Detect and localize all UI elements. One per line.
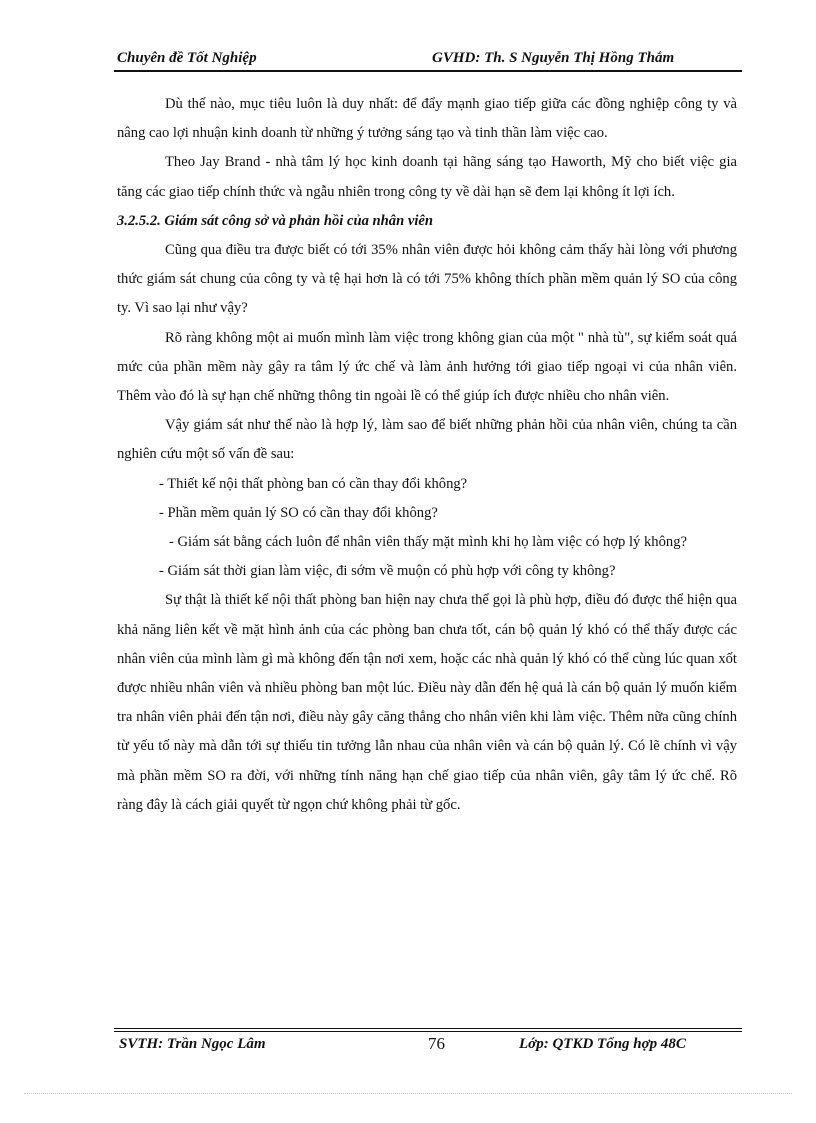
bullet-item: - Thiết kế nội thất phòng ban có cần thay đổi không?: [159, 475, 468, 492]
page-header: [114, 48, 742, 70]
header-advisor: GVHD: Th. S Nguyễn Thị Hồng Thắm: [432, 50, 675, 66]
header-rule: [114, 70, 742, 72]
paragraph-3: Cũng qua điều tra được biết có tới 35% nhân viên được hỏi không cảm thấy hài lòng với phương thức giám sát chung của công ty và tệ hại hơn là có tới 75% không thích phần mềm quản lý SO của công ty. Vì sao lại như vậy?: [117, 242, 737, 317]
footer-student: SVTH: Trần Ngọc Lâm: [119, 1036, 266, 1052]
page-footer: [114, 1034, 742, 1056]
footer-rule-top: [114, 1028, 742, 1029]
footer-class: Lớp: QTKD Tổng hợp 48C: [519, 1036, 686, 1052]
footer-rule-bottom: [114, 1031, 742, 1032]
page-number: 76: [428, 1034, 445, 1053]
bullet-item: - Giám sát thời gian làm việc, đi sớm về muộn có phù hợp với công ty không?: [159, 563, 616, 580]
paragraph-1: Dù thế nào, mục tiêu luôn là duy nhất: để đẩy mạnh giao tiếp giữa các đồng nghiệp công ty và nâng cao lợi nhuận kinh doanh từ những ý tưởng sáng tạo và tinh thần làm việc cao.: [117, 96, 737, 142]
page-edge-dotted-line: [24, 1093, 792, 1094]
paragraph-4: Rõ ràng không một ai muốn mình làm việc trong không gian của một " nhà tù", sự kiểm soát quá mức của phần mềm này gây ra tâm lý ức chế và làm ảnh hưởng tới giao tiếp ngoại vi của nhân viên. Thêm vào đó là sự hạn chế những thông tin ngoài lề có thể giúp ích được nhiều cho nhân viên.: [117, 329, 737, 405]
bullet-item: - Phần mềm quản lý SO có cần thay đổi không?: [159, 504, 438, 521]
header-topic: Chuyên đề Tốt Nghiệp: [117, 50, 257, 66]
paragraph-2: Theo Jay Brand - nhà tâm lý học kinh doanh tại hãng sáng tạo Haworth, Mỹ cho biết việc gia tăng các giao tiếp chính thức và ngẫu nhiên trong công ty về dài hạn sẽ đem lại không ít lợi ích.: [117, 154, 737, 200]
document-body: [117, 90, 737, 820]
paragraph-5: Vậy giám sát như thế nào là hợp lý, làm sao để biết những phản hồi của nhân viên, chúng ta cần nghiên cứu một số vấn đề sau:: [117, 417, 737, 463]
bullet-item: - Giám sát bằng cách luôn để nhân viên thấy mặt mình khi họ làm việc có hợp lý không?: [169, 534, 687, 551]
section-heading: 3.2.5.2. Giám sát công sở và phản hồi của nhân viên: [117, 212, 433, 229]
paragraph-6: Sự thật là thiết kế nội thất phòng ban hiện nay chưa thể gọi là phù hợp, điều đó được thể hiện qua khả năng liên kết về mặt hình ảnh của các phòng ban chưa tốt, cán bộ quản lý khó có thể thấy được các nhân viên của mình làm gì mà không đến tận nơi xem, hoặc các nhà quản lý khó có thể cùng lúc quan xốt được nhiều nhân viên và nhiều phòng ban một lúc. Điều này dẫn đến hệ quả là cán bộ quản lý muốn kiểm tra nhân viên phải đến tận nơi, điều này gây căng thẳng cho nhân viên khi làm việc. Thêm nữa cũng chính từ yếu tố này mà dẫn tới sự thiếu tin tưởng lẫn nhau của nhân viên và cán bộ quản lý. Có lẽ chính vì vậy mà phần mềm SO ra đời, với những tính năng hạn chế giao tiếp của nhân viên, gây tâm lý ức chế. Rõ ràng đây là cách giải quyết từ ngọn chứ không phải từ gốc.: [117, 592, 737, 813]
